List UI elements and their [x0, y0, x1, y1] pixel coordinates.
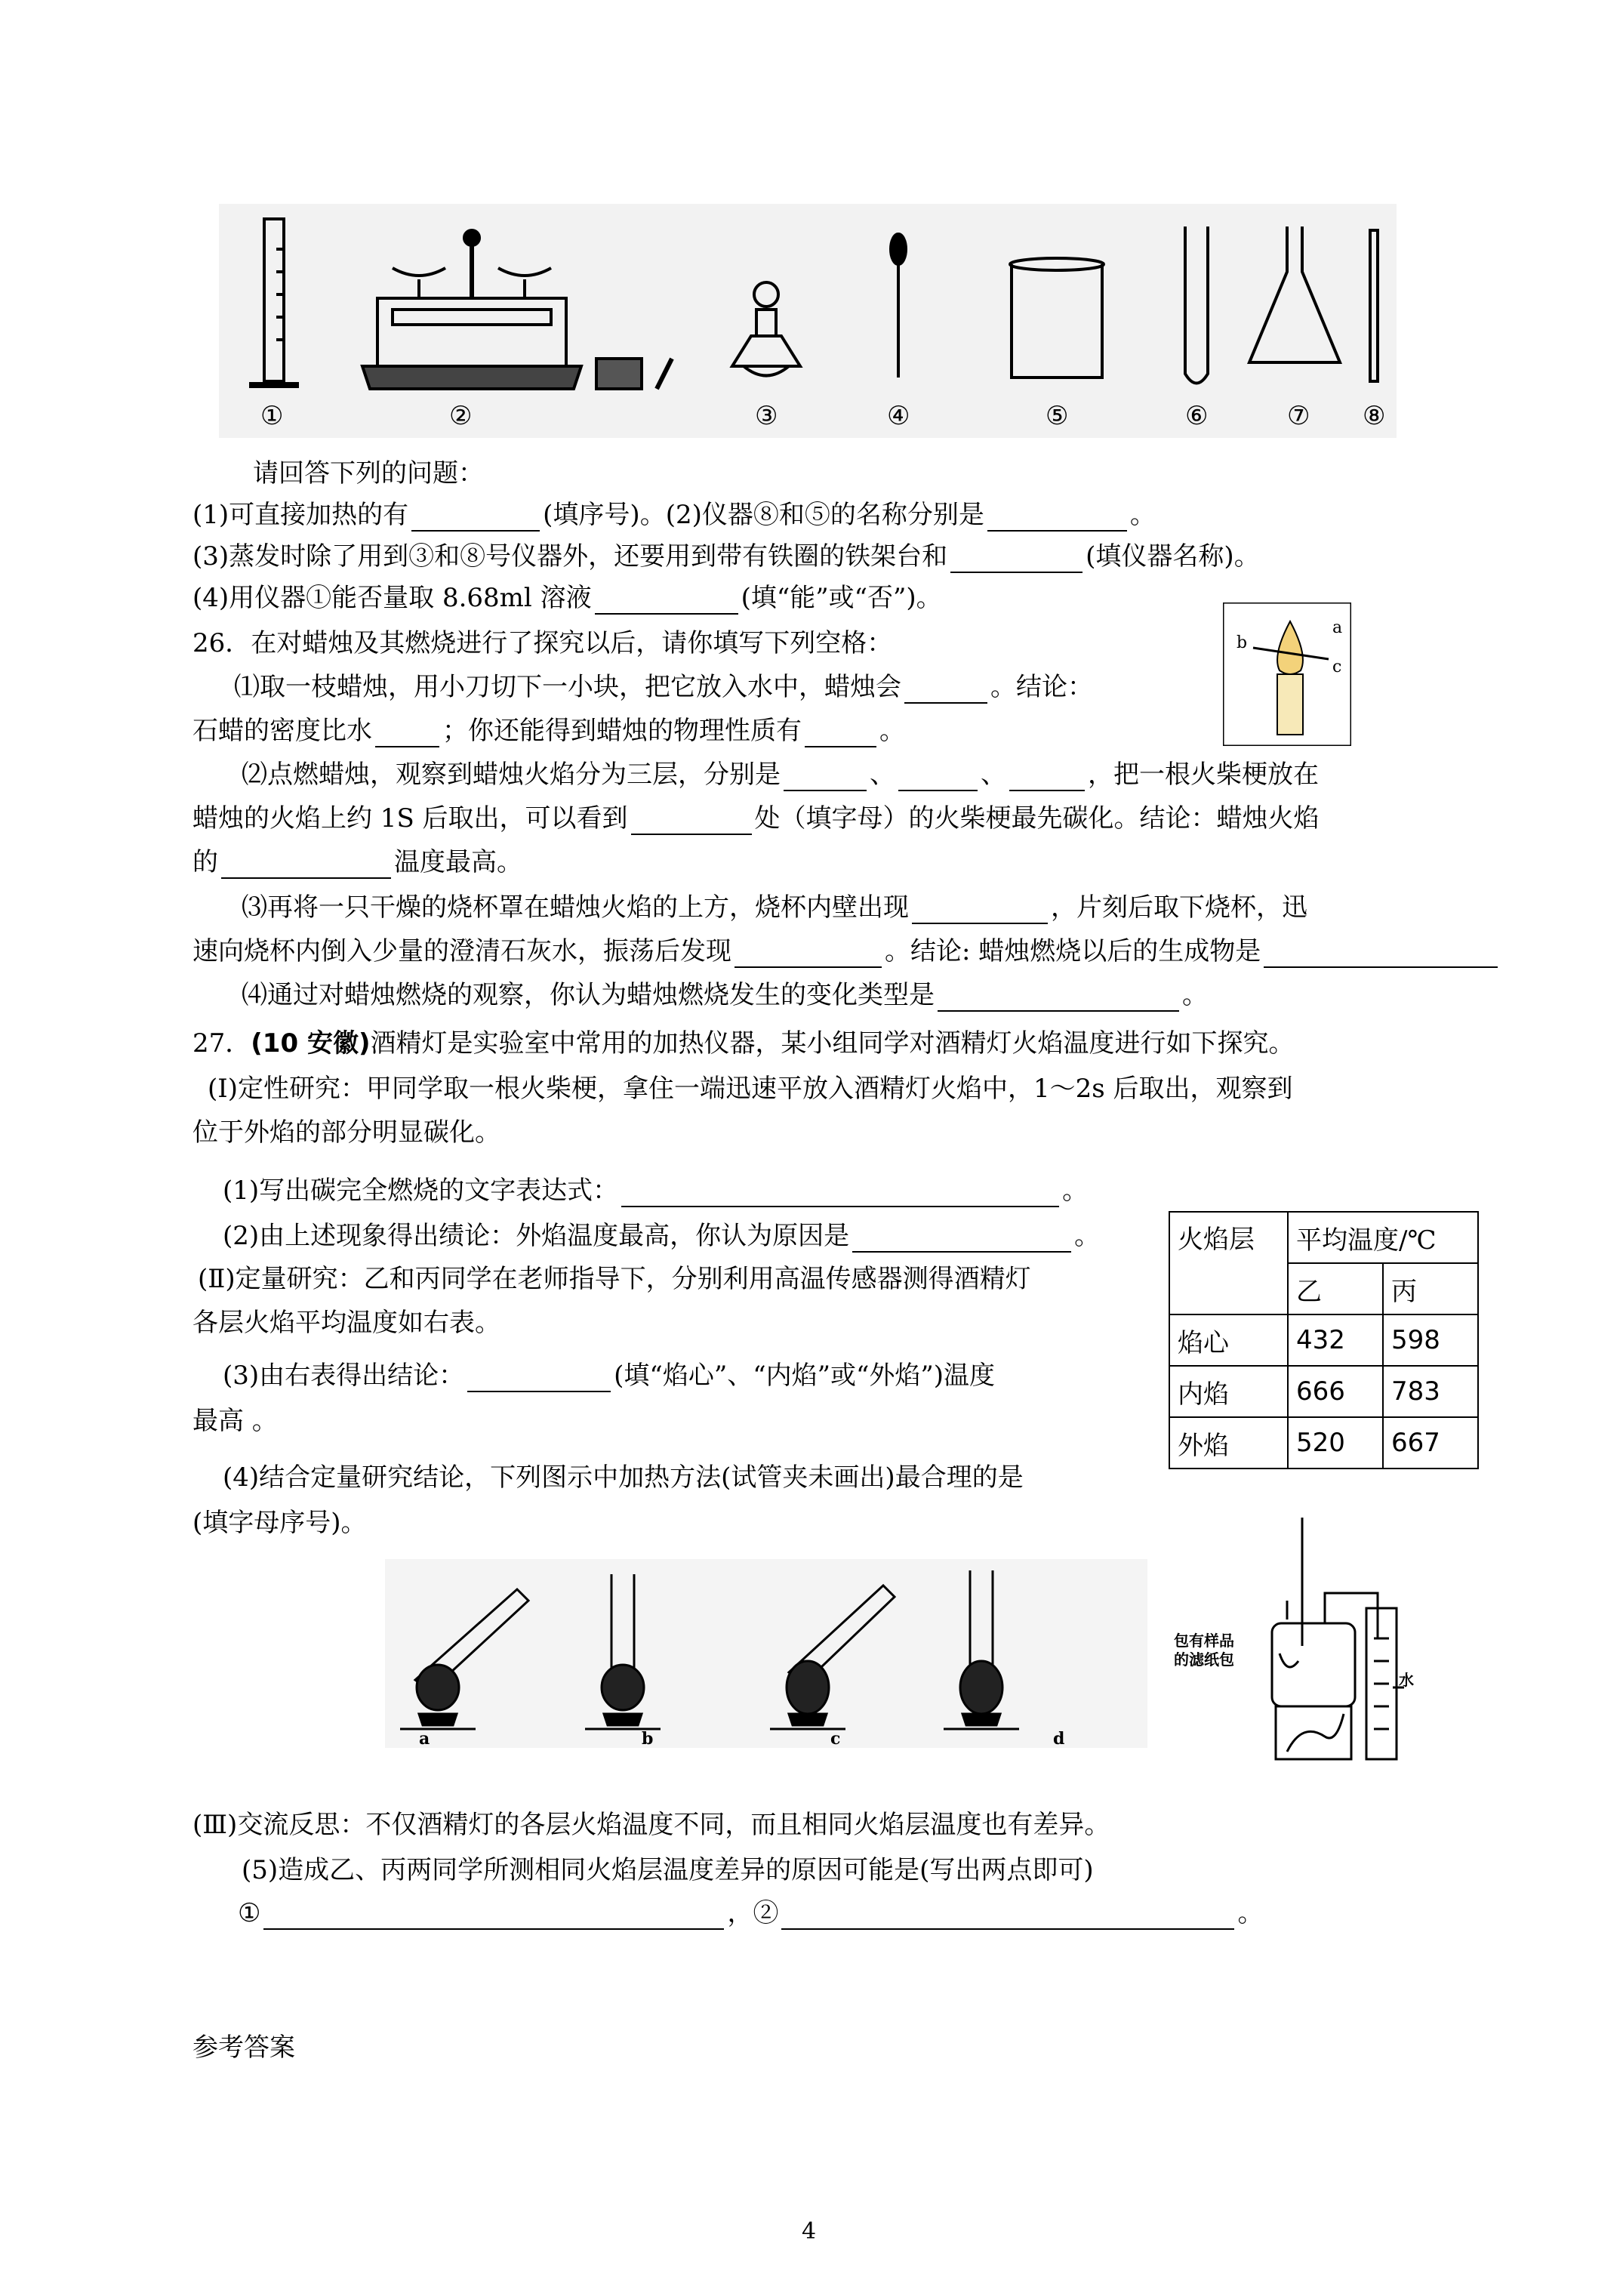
- answer-blank[interactable]: [784, 764, 867, 791]
- table-cell: 432: [1288, 1314, 1383, 1366]
- q25-part1: (1)可直接加热的有 (填序号)。(2)仪器⑧和⑤的名称分别是 。: [192, 500, 1156, 530]
- q26-step1-line2: 石蜡的密度比水 ；你还能得到蜡烛的物理性质有 。: [192, 716, 905, 746]
- svg-text:a: a: [1332, 618, 1343, 637]
- q26-step2-line2: 蜡烛的火焰上约 1S 后取出，可以看到 处（填字母）的火柴梗最先碳化。结论：蜡烛火焰: [192, 803, 1320, 834]
- table-header-bing: 丙: [1383, 1263, 1478, 1314]
- answer-blank[interactable]: [912, 897, 1048, 924]
- answer-blank[interactable]: [898, 764, 978, 791]
- q27-part3-line1: (3)由右表得出结论： (填“焰心”、“内焰”或“外焰”)温度: [223, 1361, 995, 1391]
- instrument-label-4: ④: [887, 401, 910, 431]
- svg-text:c: c: [830, 1729, 841, 1748]
- svg-text:a: a: [419, 1729, 430, 1748]
- svg-text:b: b: [1236, 633, 1248, 652]
- table-header-layer: 火焰层: [1169, 1212, 1288, 1314]
- table-cell: 783: [1383, 1366, 1478, 1417]
- q25-part4: (4)用仪器①能否量取 8.68ml 溶液 (填“能”或“否”)。: [192, 583, 942, 613]
- answer-blank[interactable]: [631, 808, 752, 835]
- table-cell: 外焰: [1169, 1417, 1288, 1469]
- q26-step3-line2: 速向烧杯内倒入少量的澄清石灰水，振荡后发现 。结论: 蜡烛燃烧以后的生成物是: [192, 935, 1501, 968]
- q26-step4: ⑷通过对蜡烛燃烧的观察，你认为蜡烛燃烧发生的变化类型是 。: [242, 980, 1208, 1010]
- candle-flame-figure: [1223, 603, 1351, 746]
- q27-part3-line2: 最高 。: [192, 1406, 278, 1436]
- table-header-yi: 乙: [1288, 1263, 1383, 1314]
- flame-temperature-table: [1169, 1211, 1479, 1469]
- table-row: [1169, 1314, 1478, 1366]
- q26-step3-line1: ⑶再将一只干燥的烧杯罩在蜡烛火焰的上方，烧杯内壁出现 ，片刻后取下烧杯，迅: [242, 892, 1307, 923]
- answer-blank[interactable]: [221, 852, 391, 879]
- q27-part5-blanks: ① ，② 。: [238, 1898, 1264, 1928]
- q27-part1: (1)写出碳完全燃烧的文字表达式： 。: [223, 1176, 1089, 1206]
- answer-blank[interactable]: [263, 1903, 724, 1930]
- q26-title: 26．在对蜡烛及其燃烧进行了探究以后，请你填写下列空格：: [192, 628, 893, 658]
- table-row: [1169, 1366, 1478, 1417]
- answers-heading: 参考答案: [192, 2032, 295, 2063]
- svg-text:b: b: [642, 1729, 654, 1748]
- answer-blank[interactable]: [735, 941, 882, 968]
- answer-blank[interactable]: [375, 720, 439, 747]
- svg-text:包有样品: 包有样品: [1174, 1632, 1234, 1650]
- answer-blank[interactable]: [411, 504, 540, 532]
- answer-blank[interactable]: [904, 676, 987, 704]
- q25-intro: 请回答下列的问题：: [253, 458, 484, 488]
- instrument-label-5: ⑤: [1046, 401, 1069, 431]
- q26-step2-line1: ⑵点燃蜡烛，观察到蜡烛火焰分为三层，分别是 、 、 ，把一根火柴梗放在: [242, 760, 1319, 790]
- instrument-label-7: ⑦: [1287, 401, 1310, 431]
- q27-part4-line1: (4)结合定量研究结论，下列图示中加热方法(试管夹未画出)最合理的是: [223, 1462, 1024, 1493]
- table-cell: 667: [1383, 1417, 1478, 1469]
- answer-blank[interactable]: [987, 504, 1127, 532]
- answer-blank[interactable]: [950, 546, 1083, 573]
- answer-blank[interactable]: [1264, 941, 1498, 968]
- table-cell: 666: [1288, 1366, 1383, 1417]
- instrument-label-6: ⑥: [1185, 401, 1209, 431]
- table-cell: 内焰: [1169, 1366, 1288, 1417]
- svg-text:d: d: [1053, 1729, 1065, 1748]
- heating-methods-figure: [385, 1559, 1147, 1748]
- lab-instruments-figure: [219, 204, 1397, 438]
- q27-title: 27．(10 安徽)酒精灯是实验室中常用的加热仪器，某小组同学对酒精灯火焰温度进行如下探究。: [192, 1028, 1295, 1059]
- answer-blank[interactable]: [938, 985, 1179, 1012]
- q25-part3: (3)蒸发时除了用到③和⑧号仪器外，还要用到带有铁圈的铁架台和 (填仪器名称)。: [192, 541, 1260, 572]
- page-number: 4: [802, 2218, 817, 2245]
- q26-step2-line3: 的 温度最高。: [192, 847, 522, 877]
- instrument-label-3: ③: [755, 401, 778, 431]
- q27-qualitative-2: 位于外焰的部分明显碳化。: [192, 1117, 500, 1148]
- svg-text:的滤纸包: 的滤纸包: [1174, 1650, 1234, 1669]
- answer-blank[interactable]: [781, 1903, 1234, 1930]
- table-header-temp: 平均温度/℃: [1288, 1212, 1478, 1263]
- q26-step1-line1: ⑴取一枝蜡烛，用小刀切下一小块，把它放入水中，蜡烛会 。结论：: [234, 672, 1093, 702]
- q27-quantitative-2: 各层火焰平均温度如右表。: [192, 1308, 500, 1338]
- instrument-label-1: ①: [260, 401, 284, 431]
- svg-text:水: 水: [1399, 1671, 1414, 1689]
- q27-part2: (2)由上述现象得出绩论：外焰温度最高，你认为原因是 。: [223, 1221, 1101, 1251]
- q27-qualitative-1: (Ⅰ)定性研究：甲同学取一根火柴梗，拿住一端迅速平放入酒精灯火焰中，1～2s 后取出，观察到: [208, 1074, 1293, 1104]
- q27-reflection: (Ⅲ)交流反思：不仅酒精灯的各层火焰温度不同，而且相同火焰层温度也有差异。: [192, 1810, 1110, 1840]
- answer-blank[interactable]: [805, 720, 876, 747]
- answer-blank[interactable]: [467, 1365, 611, 1392]
- table-row: [1169, 1417, 1478, 1469]
- table-cell: 焰心: [1169, 1314, 1288, 1366]
- answer-blank[interactable]: [621, 1180, 1059, 1207]
- table-cell: 598: [1383, 1314, 1478, 1366]
- answer-blank[interactable]: [595, 587, 738, 615]
- q27-part5: (5)造成乙、丙两同学所测相同火焰层温度差异的原因可能是(写出两点即可): [242, 1855, 1094, 1885]
- answer-blank[interactable]: [1009, 764, 1085, 791]
- q27-quantitative-1: (Ⅱ)定量研究：乙和丙同学在老师指导下，分别利用高温传感器测得酒精灯: [198, 1264, 1031, 1294]
- instrument-label-8: ⑧: [1363, 401, 1386, 431]
- table-cell: 520: [1288, 1417, 1383, 1469]
- answer-blank[interactable]: [852, 1225, 1071, 1253]
- q27-part4-line2: (填字母序号)。: [192, 1508, 367, 1538]
- instrument-label-2: ②: [449, 401, 473, 431]
- svg-text:c: c: [1332, 658, 1342, 676]
- gas-collection-apparatus-figure: [1174, 1510, 1415, 1767]
